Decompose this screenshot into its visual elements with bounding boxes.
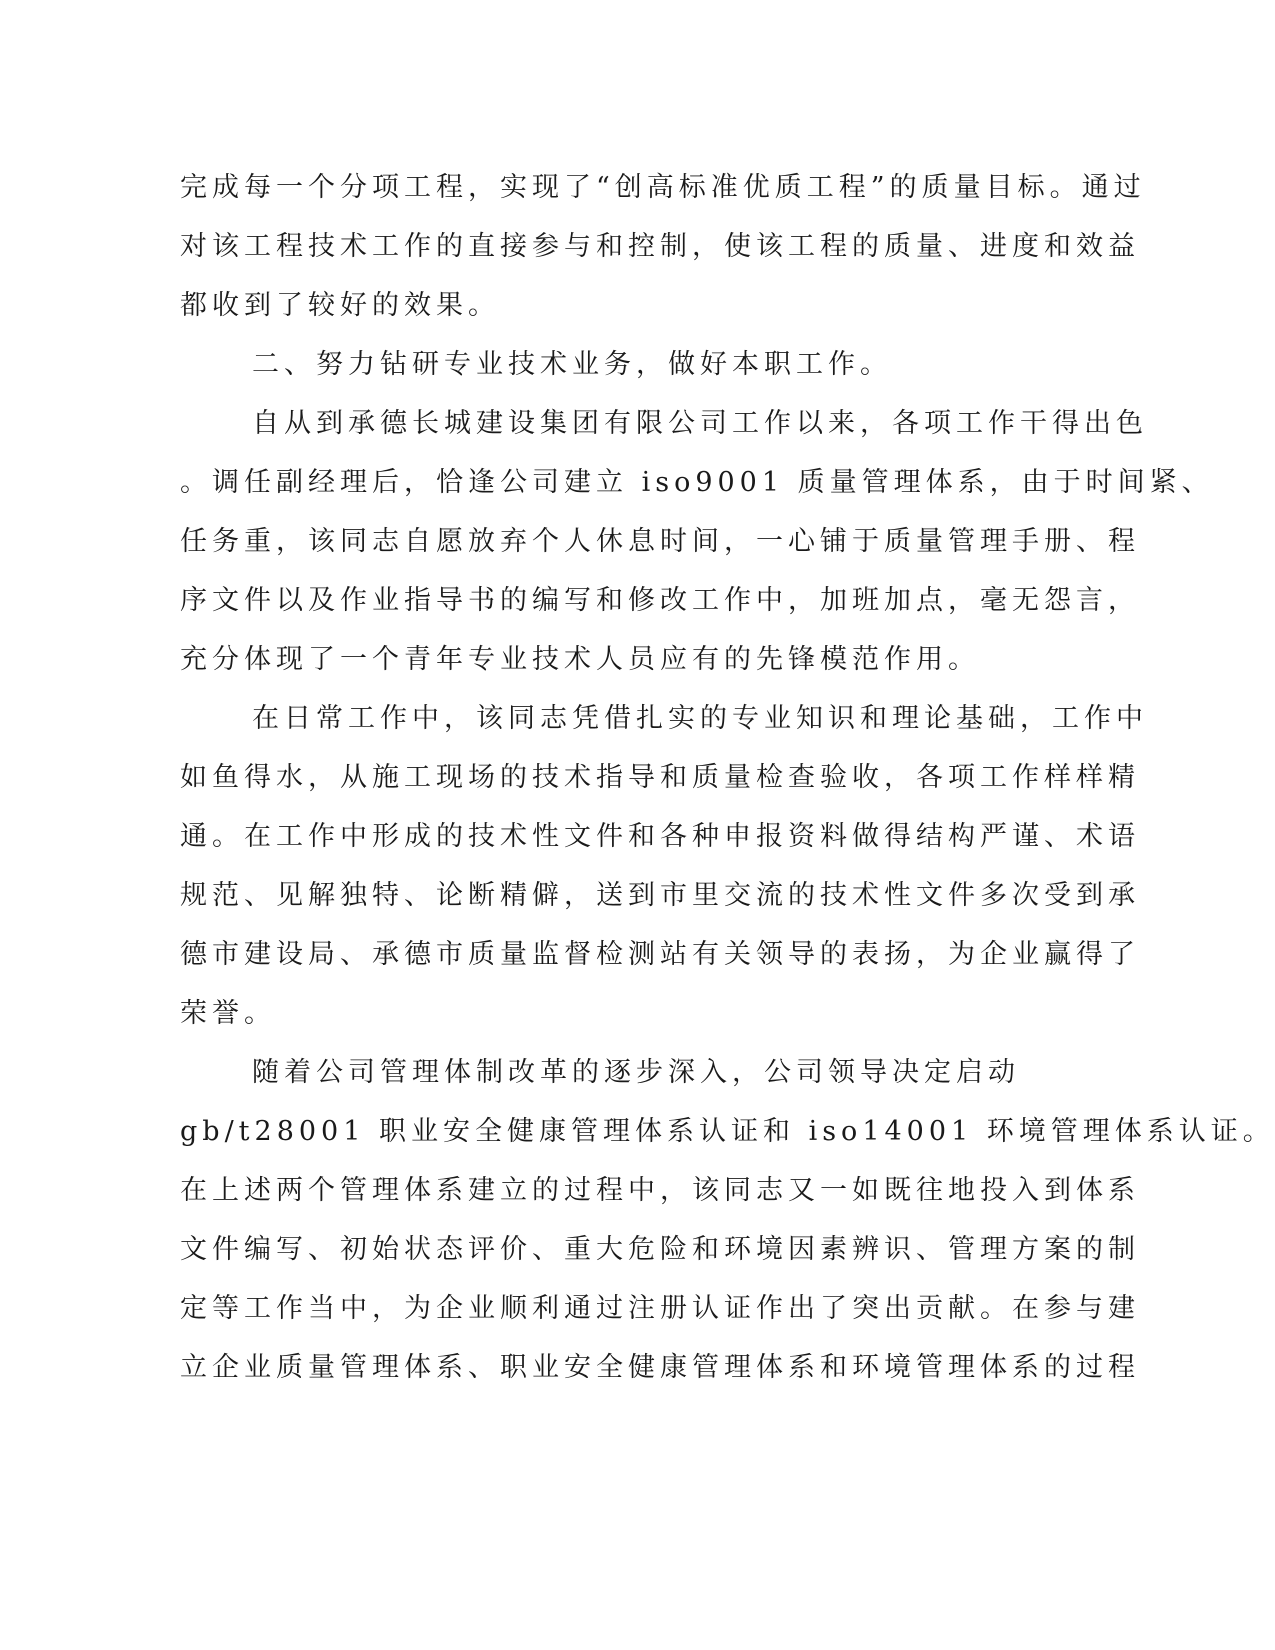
text-line: 德市建设局、承德市质量监督检测站有关领导的表扬，为企业赢得了 xyxy=(180,939,1140,970)
text-line: 通。在工作中形成的技术性文件和各种申报资料做得结构严谨、术语 xyxy=(180,821,1140,852)
text-line: 都收到了较好的效果。 xyxy=(180,290,500,321)
text-line: 。调任副经理后，恰逢公司建立 iso9001 质量管理体系，由于时间紧、 xyxy=(180,467,1214,498)
text-line: gb/t28001 职业安全健康管理体系认证和 iso14001 环境管理体系认证。 xyxy=(180,1116,1275,1147)
text-line: 文件编写、初始状态评价、重大危险和环境因素辨识、管理方案的制 xyxy=(180,1234,1140,1265)
text-line: 序文件以及作业指导书的编写和修改工作中，加班加点，毫无怨言， xyxy=(180,585,1140,616)
text-line: 在上述两个管理体系建立的过程中，该同志又一如既往地投入到体系 xyxy=(180,1175,1140,1206)
text-line: 对该工程技术工作的直接参与和控制，使该工程的质量、进度和效益 xyxy=(180,231,1140,262)
paragraph-start: 随着公司管理体制改革的逐步深入，公司领导决定启动 xyxy=(252,1057,1020,1088)
paragraph-start: 自从到承德长城建设集团有限公司工作以来，各项工作干得出色 xyxy=(252,408,1148,439)
paragraph-start: 在日常工作中，该同志凭借扎实的专业知识和理论基础，工作中 xyxy=(252,703,1148,734)
text-line: 规范、见解独特、论断精僻，送到市里交流的技术性文件多次受到承 xyxy=(180,880,1140,911)
body-text xyxy=(180,158,1275,1397)
text-line: 充分体现了一个青年专业技术人员应有的先锋模范作用。 xyxy=(180,644,980,675)
text-line: 完成每一个分项工程，实现了“创高标准优质工程”的质量目标。通过 xyxy=(180,172,1146,203)
section-heading: 二、努力钻研专业技术业务，做好本职工作。 xyxy=(252,349,892,380)
text-line: 如鱼得水，从施工现场的技术指导和质量检查验收，各项工作样样精 xyxy=(180,762,1140,793)
text-line: 任务重，该同志自愿放弃个人休息时间，一心铺于质量管理手册、程 xyxy=(180,526,1140,557)
text-line: 定等工作当中，为企业顺利通过注册认证作出了突出贡献。在参与建 xyxy=(180,1293,1140,1324)
text-line: 荣誉。 xyxy=(180,998,276,1029)
text-line: 立企业质量管理体系、职业安全健康管理体系和环境管理体系的过程 xyxy=(180,1352,1140,1383)
